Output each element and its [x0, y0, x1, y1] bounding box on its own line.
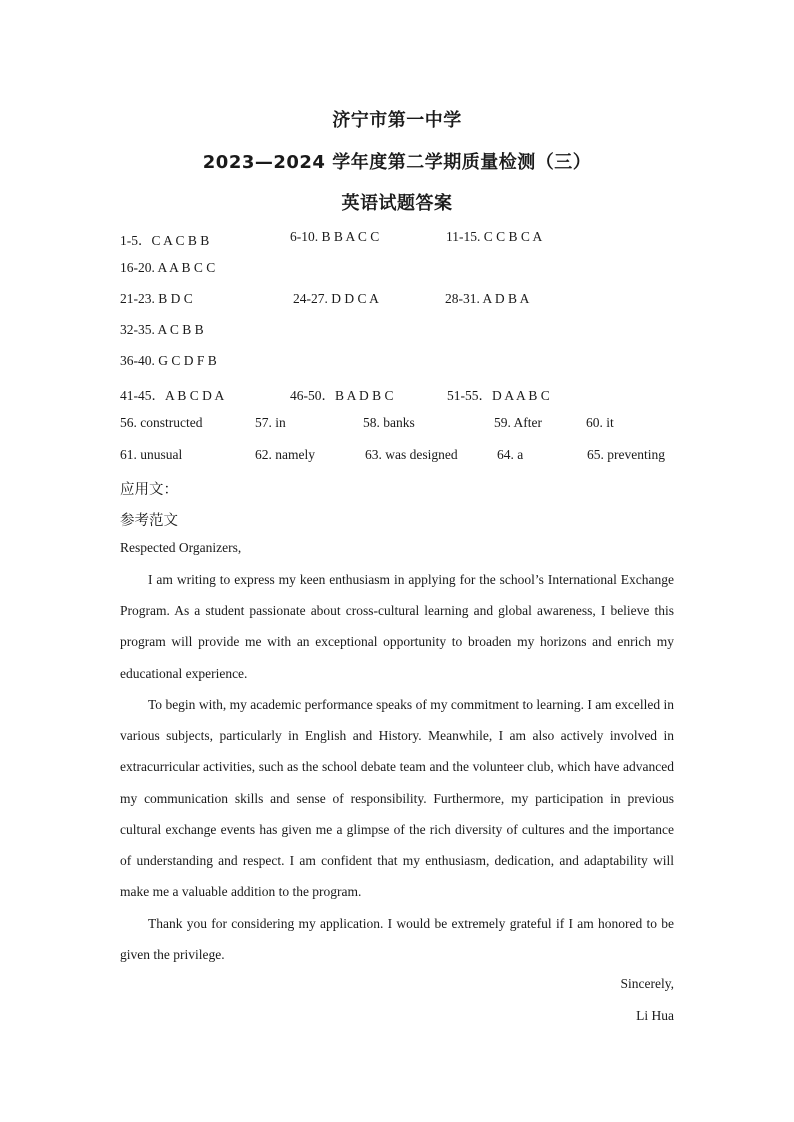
answer-row-3 — [120, 291, 680, 311]
answer-group: 57. in — [255, 415, 286, 430]
letter-signature: Li Hua — [636, 1008, 674, 1023]
answer-group: 11-15. C C B C A — [446, 229, 543, 244]
answer-group: 41-45．A B C D A — [120, 388, 225, 403]
answer-group: 1-5．C A C B B — [120, 233, 210, 248]
answer-group: 51-55．D A A B C — [447, 388, 550, 403]
answer-row-6 — [120, 384, 680, 404]
letter-closing: Sincerely, — [620, 976, 674, 991]
answer-row-4 — [120, 322, 680, 342]
answer-group: 32-35. A C B B — [120, 322, 204, 337]
answer-group: 6-10. B B A C C — [290, 229, 380, 244]
paragraph-text: I am writing to express my keen enthusiasm in applying for the school’s International Exchange Program. As a student passionate about cross-cultural learning and global awareness, I believe this program will provide me with an exceptional opportunity to broaden my horizons and enrich my educational experience. — [120, 572, 674, 681]
paper-title: 英语试题答案 — [341, 193, 453, 214]
essay-paragraph-3 — [120, 908, 674, 970]
exam-title: 2023—2024 学年度第二学期质量检测（三） — [202, 152, 592, 173]
answer-group: 64. a — [497, 447, 524, 462]
answer-group: 62. namely — [255, 447, 315, 462]
answer-row-8 — [120, 447, 680, 467]
answer-group: 16-20. A A B C C — [120, 260, 216, 275]
answer-group: 24-27. D D C A — [293, 291, 379, 306]
answer-row-1 — [120, 229, 680, 249]
essay-paragraph-1 — [120, 564, 674, 689]
paragraph-text: To begin with, my academic performance speaks of my commitment to learning. I am excelled in various subjects, particularly in English and History. Meanwhile, I am also actively involved in extracurricular activities, such as the school debate team and the volunteer club, which have advanced my communication skills and sense of responsibility. Furthermore, my participation in previous cultural exchange events has given me a glimpse of the rich diversity of cultures and the importance of understanding and respect. I am confident that my enthusiasm, dedication, and adaptability will make me a valuable addition to the program. — [120, 697, 674, 900]
answer-group: 56. constructed — [120, 415, 203, 430]
reference-essay-label: 参考范文 — [120, 513, 178, 529]
writing-section-label: 应用文： — [120, 482, 178, 498]
answer-row-2 — [120, 260, 680, 280]
essay-paragraph-2 — [120, 689, 674, 907]
answer-group: 21-23. B D C — [120, 291, 193, 306]
answer-group: 46-50．B A D B C — [290, 388, 394, 403]
letter-salutation: Respected Organizers, — [120, 540, 242, 555]
school-title: 济宁市第一中学 — [332, 110, 462, 131]
answer-group: 61. unusual — [120, 447, 183, 462]
answer-row-7 — [120, 415, 680, 435]
answer-group: 59. After — [494, 415, 542, 430]
answer-group: 58. banks — [363, 415, 415, 430]
answer-row-5 — [120, 353, 680, 373]
answer-group: 28-31. A D B A — [445, 291, 530, 306]
answer-group: 63. was designed — [365, 447, 458, 462]
paragraph-text: Thank you for considering my application. I would be extremely grateful if I am honored to be given the privilege. — [120, 916, 674, 963]
answer-group: 36-40. G C D F B — [120, 353, 217, 368]
answer-group: 65. preventing — [587, 447, 665, 462]
answer-group: 60. it — [586, 415, 614, 430]
